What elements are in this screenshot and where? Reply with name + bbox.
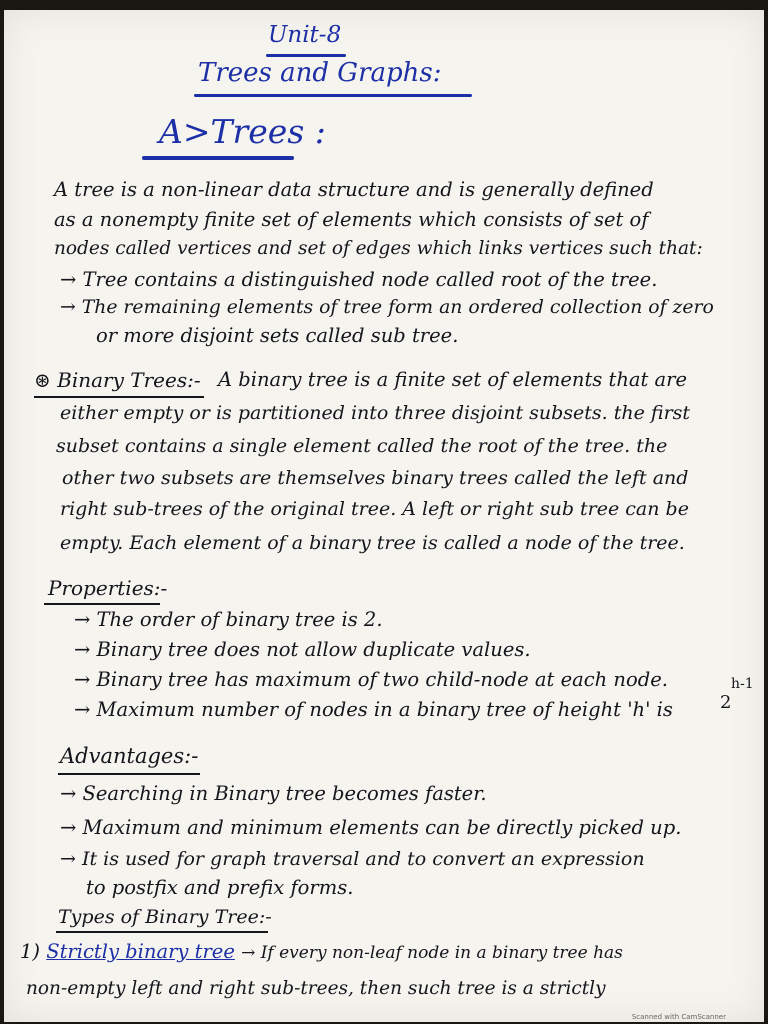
title-underline [194,94,472,97]
property-item-3: → Binary tree has maximum of two child-node at each node. [74,668,668,691]
binary-line-3: subset contains a single element called the root of the tree. the [56,435,668,457]
scanner-watermark: Scanned with CamScanner [631,1013,726,1021]
formula-base: 2 [720,692,732,713]
trees-line-1: A tree is a non-linear data structure and is generally defined [54,178,654,201]
binary-line-1: A binary tree is a finite set of elements that are [218,368,688,391]
binary-line-6: empty. Each element of a binary tree is called a node of the tree. [60,532,685,554]
property-item-4: → Maximum number of nodes in a binary tree of height 'h' is [74,698,673,721]
trees-line-3: nodes called vertices and set of edges which links vertices such that: [54,238,703,259]
strictly-binary-label: Strictly binary tree [46,940,235,963]
types-item-number: 1) [20,940,41,963]
trees-line-4: → Tree contains a distinguished node called root of the tree. [60,268,658,291]
binary-line-5: right sub-trees of the original tree. A left or right sub tree can be [60,498,689,520]
strictly-binary-text: → If every non-leaf node in a binary tree has [241,943,623,963]
properties-underline [44,603,160,605]
asterisk-bullet-icon: ⊛ [34,368,51,392]
binary-heading: ⊛ Binary Trees:- [34,368,201,392]
advantage-item-2: → Maximum and minimum elements can be directly picked up. [60,816,682,839]
advantages-heading: Advantages:- [60,744,199,768]
advantage-item-1: → Searching in Binary tree becomes faster. [60,782,487,805]
trees-line-2: as a nonempty finite set of elements which consists of set of [54,208,649,231]
formula-exponent: h-1 [731,676,754,692]
property-item-2: → Binary tree does not allow duplicate values. [74,638,531,661]
unit-heading: Unit-8 [268,22,342,48]
types-underline [56,931,268,933]
advantages-underline [58,773,200,775]
property-item-1: → The order of binary tree is 2. [74,608,383,631]
scanned-page [4,10,764,1022]
page-title: Trees and Graphs: [198,58,442,88]
binary-line-4: other two subsets are themselves binary trees called the left and [62,467,689,489]
trees-line-5: → The remaining elements of tree form an ordered collection of zero [60,297,714,318]
types-heading: Types of Binary Tree:- [58,906,272,928]
trees-underline [142,156,294,160]
section-heading-trees: A>Trees : [159,112,326,151]
advantage-item-3: → It is used for graph traversal and to convert an expression [60,848,645,870]
types-item-line-2: non-empty left and right sub-trees, then such tree is a strictly [26,978,606,999]
binary-line-2: either empty or is partitioned into three disjoint subsets. the first [60,402,691,424]
types-item-1 [20,940,623,963]
binary-heading-underline [34,396,204,398]
unit-underline [266,54,346,57]
advantage-item-4: to postfix and prefix forms. [86,876,354,899]
properties-heading: Properties:- [48,576,168,600]
trees-line-6: or more disjoint sets called sub tree. [96,324,459,347]
